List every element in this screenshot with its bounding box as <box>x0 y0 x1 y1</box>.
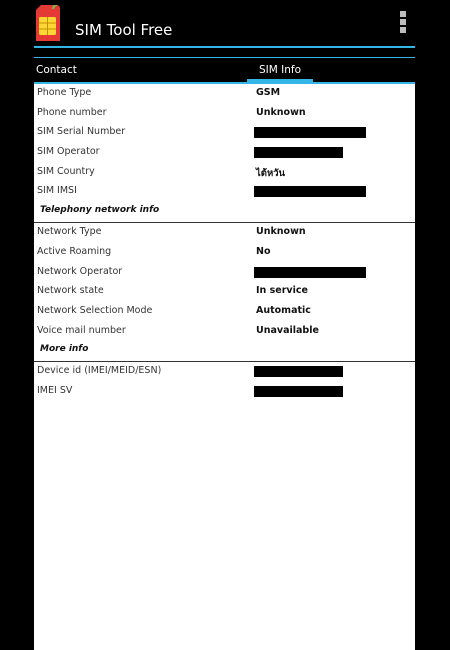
action-bar <box>34 0 415 48</box>
info-row <box>34 322 415 342</box>
info-value: GSM <box>256 87 281 98</box>
info-label: Phone number <box>37 106 107 118</box>
info-label: SIM Country <box>37 165 95 177</box>
info-value: Unknown <box>256 106 306 118</box>
redacted-value <box>254 386 343 397</box>
info-row <box>34 302 415 322</box>
redacted-value <box>254 127 366 138</box>
info-label: Network Type <box>37 226 102 238</box>
tab-sim-info[interactable] <box>247 58 313 82</box>
more-info-group <box>34 362 415 401</box>
redacted-value <box>254 147 343 158</box>
info-value: Unavailable <box>256 324 319 336</box>
section-title: Telephony network info <box>40 205 160 216</box>
info-label: Active Roaming <box>37 245 112 257</box>
info-row <box>34 223 415 243</box>
info-row <box>34 362 415 382</box>
redacted-value <box>254 366 343 377</box>
section-header-telephony <box>34 202 415 223</box>
info-row <box>34 182 415 202</box>
info-label: IMEI SV <box>37 384 73 396</box>
info-row <box>34 163 415 183</box>
telephony-info-group <box>34 223 415 341</box>
redacted-value <box>254 267 366 278</box>
info-row <box>34 282 415 302</box>
info-row <box>34 104 415 124</box>
info-value: Automatic <box>256 304 311 316</box>
info-label: SIM Operator <box>37 146 100 158</box>
info-label: SIM IMSI <box>37 185 77 197</box>
info-row <box>34 382 415 402</box>
info-value: In service <box>256 285 308 297</box>
info-list <box>34 84 415 402</box>
info-label: Network Selection Mode <box>37 304 153 316</box>
tab-bar <box>34 48 415 84</box>
redacted-value <box>254 186 366 197</box>
info-row <box>34 123 415 143</box>
info-label: Network Operator <box>37 265 123 277</box>
info-label: Device id (IMEI/MEID/ESN) <box>37 365 162 377</box>
info-row <box>34 263 415 283</box>
info-label: SIM Serial Number <box>37 126 126 138</box>
info-label: Voice mail number <box>37 324 126 336</box>
sim-info-group <box>34 84 415 202</box>
info-value: Unknown <box>256 226 306 238</box>
sim-card-icon <box>36 5 60 41</box>
info-row <box>34 84 415 104</box>
section-header-more-info <box>34 341 415 362</box>
info-row <box>34 143 415 163</box>
info-value: No <box>256 245 271 257</box>
info-label: Phone Type <box>37 87 92 98</box>
tab-sim-info-label: SIM Info <box>258 64 302 76</box>
info-label: Network state <box>37 285 104 297</box>
app-title: SIM Tool Free <box>75 21 173 39</box>
overflow-menu-icon[interactable] <box>400 11 408 33</box>
info-value: ไต้หวัน <box>256 167 286 179</box>
app-screen <box>34 0 415 650</box>
info-row <box>34 243 415 263</box>
tab-contact[interactable]: Contact <box>36 64 77 76</box>
section-title: More info <box>40 344 89 355</box>
